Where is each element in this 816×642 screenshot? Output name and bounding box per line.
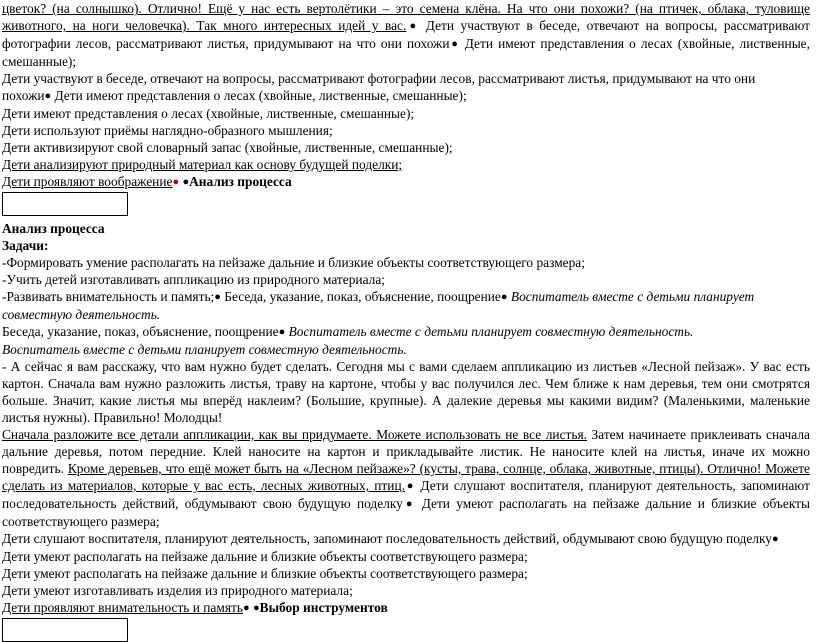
line-thinking: Дети используют приёмы наглядно-образного мышления;: [2, 123, 333, 138]
methods-line: [2, 323, 810, 341]
section-heading: Выбор инструментов: [259, 600, 388, 615]
empty-text-box: [2, 618, 128, 642]
instruction-text: Дети слушают воспитателя, планируют деятельность, запоминают последовательность действий, обдумывают свою будущую поделку: [2, 478, 810, 511]
paragraph-text: Дети имеют представления о лесах (хвойные, лиственные, смешанные);: [2, 36, 810, 69]
paragraph-text: Дети участвуют в беседе, отвечают на вопросы, рассматривают фотографии лесов, рассматривают листья, придумывают на что они: [2, 71, 756, 86]
planning-line: Воспитатель вместе с детьми планирует совместную деятельность.: [2, 342, 407, 357]
underlined-question-text: цветок? (на солнышко). Отлично! Ещё у нас есть вертолётики – это семена клёна. На что они похожи? (на птичек, облака, туловище животного, на ноги человечка). Так много интересных идей у вас.: [2, 1, 810, 33]
bullet-icon: ●: [404, 480, 416, 492]
line-crafting: Дети умеют изготавливать изделия из природного материала;: [2, 583, 353, 598]
methods-text: Беседа, указание, показ, объяснение, поощрение: [2, 324, 279, 339]
bullet-icon: ●: [449, 38, 460, 50]
underlined-instruction: Кроме деревьев, что ещё может быть на «Лесном пейзаже»? (кусты, трава, солнце, облака, животные, птицы). Отлично! Можете сделать из материалов, которые у вас есть, лесных животных, птиц.: [2, 461, 811, 493]
planning-text: Воспитатель вместе с детьми планирует совместную деятельность.: [2, 289, 755, 322]
paragraph-participation: [2, 70, 810, 105]
instruction-text: Дети умеют располагать на пейзаже дальние и близкие объекты соответствующего размера;: [2, 496, 810, 529]
line-forest-knowledge: Дети имеют представления о лесах (хвойные, лиственные, смешанные);: [2, 106, 415, 121]
tasks-heading: Задачи:: [2, 238, 49, 253]
paragraph-text: Дети умеют располагать на пейзаже дальние и близкие объекты соответствующего размера;: [2, 549, 528, 564]
paragraph-text: Дети участвуют в беседе, отвечают на вопросы, рассматривают фотографии лесов, рассматривают листья, придумывают на что они похожи: [2, 18, 810, 51]
analysis-title: Анализ процесса: [2, 221, 105, 236]
section-heading: Анализ процесса: [189, 174, 292, 189]
bullet-icon: ●: [278, 326, 286, 338]
empty-text-box: [2, 192, 128, 216]
imagination-text: Дети проявляют воображение: [2, 174, 173, 189]
line-material-analysis: Дети анализируют природный материал как основу будущей поделки;: [2, 157, 403, 172]
bullet-icon: ●: [500, 291, 508, 303]
line-attention: [2, 599, 810, 617]
paragraph-text: Дети имеют представления о лесах (хвойные, лиственные, смешанные);: [51, 88, 467, 103]
task-text: -Развивать внимательность и память;: [2, 289, 215, 304]
planning-text: Воспитатель вместе с детьми планирует совместную деятельность.: [285, 324, 694, 339]
paragraph-text: похожи: [2, 88, 45, 103]
bullet-icon: ●: [406, 20, 420, 32]
underlined-instruction: Сначала разложите все детали аппликации, как вы придумаете. Можете использовать не все листья.: [2, 427, 587, 442]
red-bullet-icon: ●: [172, 176, 180, 188]
bullet-icon: ●: [252, 602, 260, 614]
line-vocabulary: Дети активизируют свой словарный запас (хвойные, лиственные, смешанные);: [2, 140, 453, 155]
paragraph-listening: [2, 530, 810, 565]
methods-text: Беседа, указание, показ, объяснение, поощрение: [220, 289, 501, 304]
bullet-icon: ●: [402, 498, 416, 510]
line-imagination: [2, 173, 810, 191]
bullet-icon: ●: [182, 176, 190, 188]
bullet-icon: ●: [771, 533, 779, 545]
task-item: -Учить детей изготавливать аппликацию из природного материала;: [2, 272, 385, 287]
paragraph-story: - А сейчас я вам расскажу, что вам нужно будет сделать. Сегодня мы с вами сделаем аппликацию из листьев «Лесной пейзаж». У вас есть картон. Сначала вам нужно разложить листья, траву на картоне, чтобы у вас получился лес. Чем ближе к нам деревья, тем они смотрятся больше. Значит, какие листья мы вперёд наклеим? (Большие, крупные). А далекие деревья мы какими видим? (Маленькими, маленькие листья нужны). Правильно! Молодцы!: [2, 359, 810, 425]
instruction-text: Затем начинаете приклеивать сначала дальние деревья, потом передние. Клей наносите на картон и прикладывайте листик. Не наносите клей на листья, иначе их можно повредить.: [2, 427, 810, 476]
paragraph-intro: [2, 0, 810, 70]
paragraph-text: Дети слушают воспитателя, планируют деятельность, запоминают последовательность действий, обдумывают свою будущую поделку: [2, 531, 772, 546]
attention-text: Дети проявляют внимательность и память: [2, 600, 243, 615]
paragraph-instructions: [2, 426, 810, 530]
task-item-develop: [2, 288, 810, 323]
task-item: -Формировать умение располагать на пейзаже дальние и близкие объекты соответствующего размера;: [2, 255, 585, 270]
bullet-icon: ●: [242, 602, 250, 614]
bullet-icon: ●: [44, 90, 52, 102]
bullet-icon: ●: [214, 291, 221, 303]
line-placement: Дети умеют располагать на пейзаже дальние и близкие объекты соответствующего размера;: [2, 566, 528, 581]
